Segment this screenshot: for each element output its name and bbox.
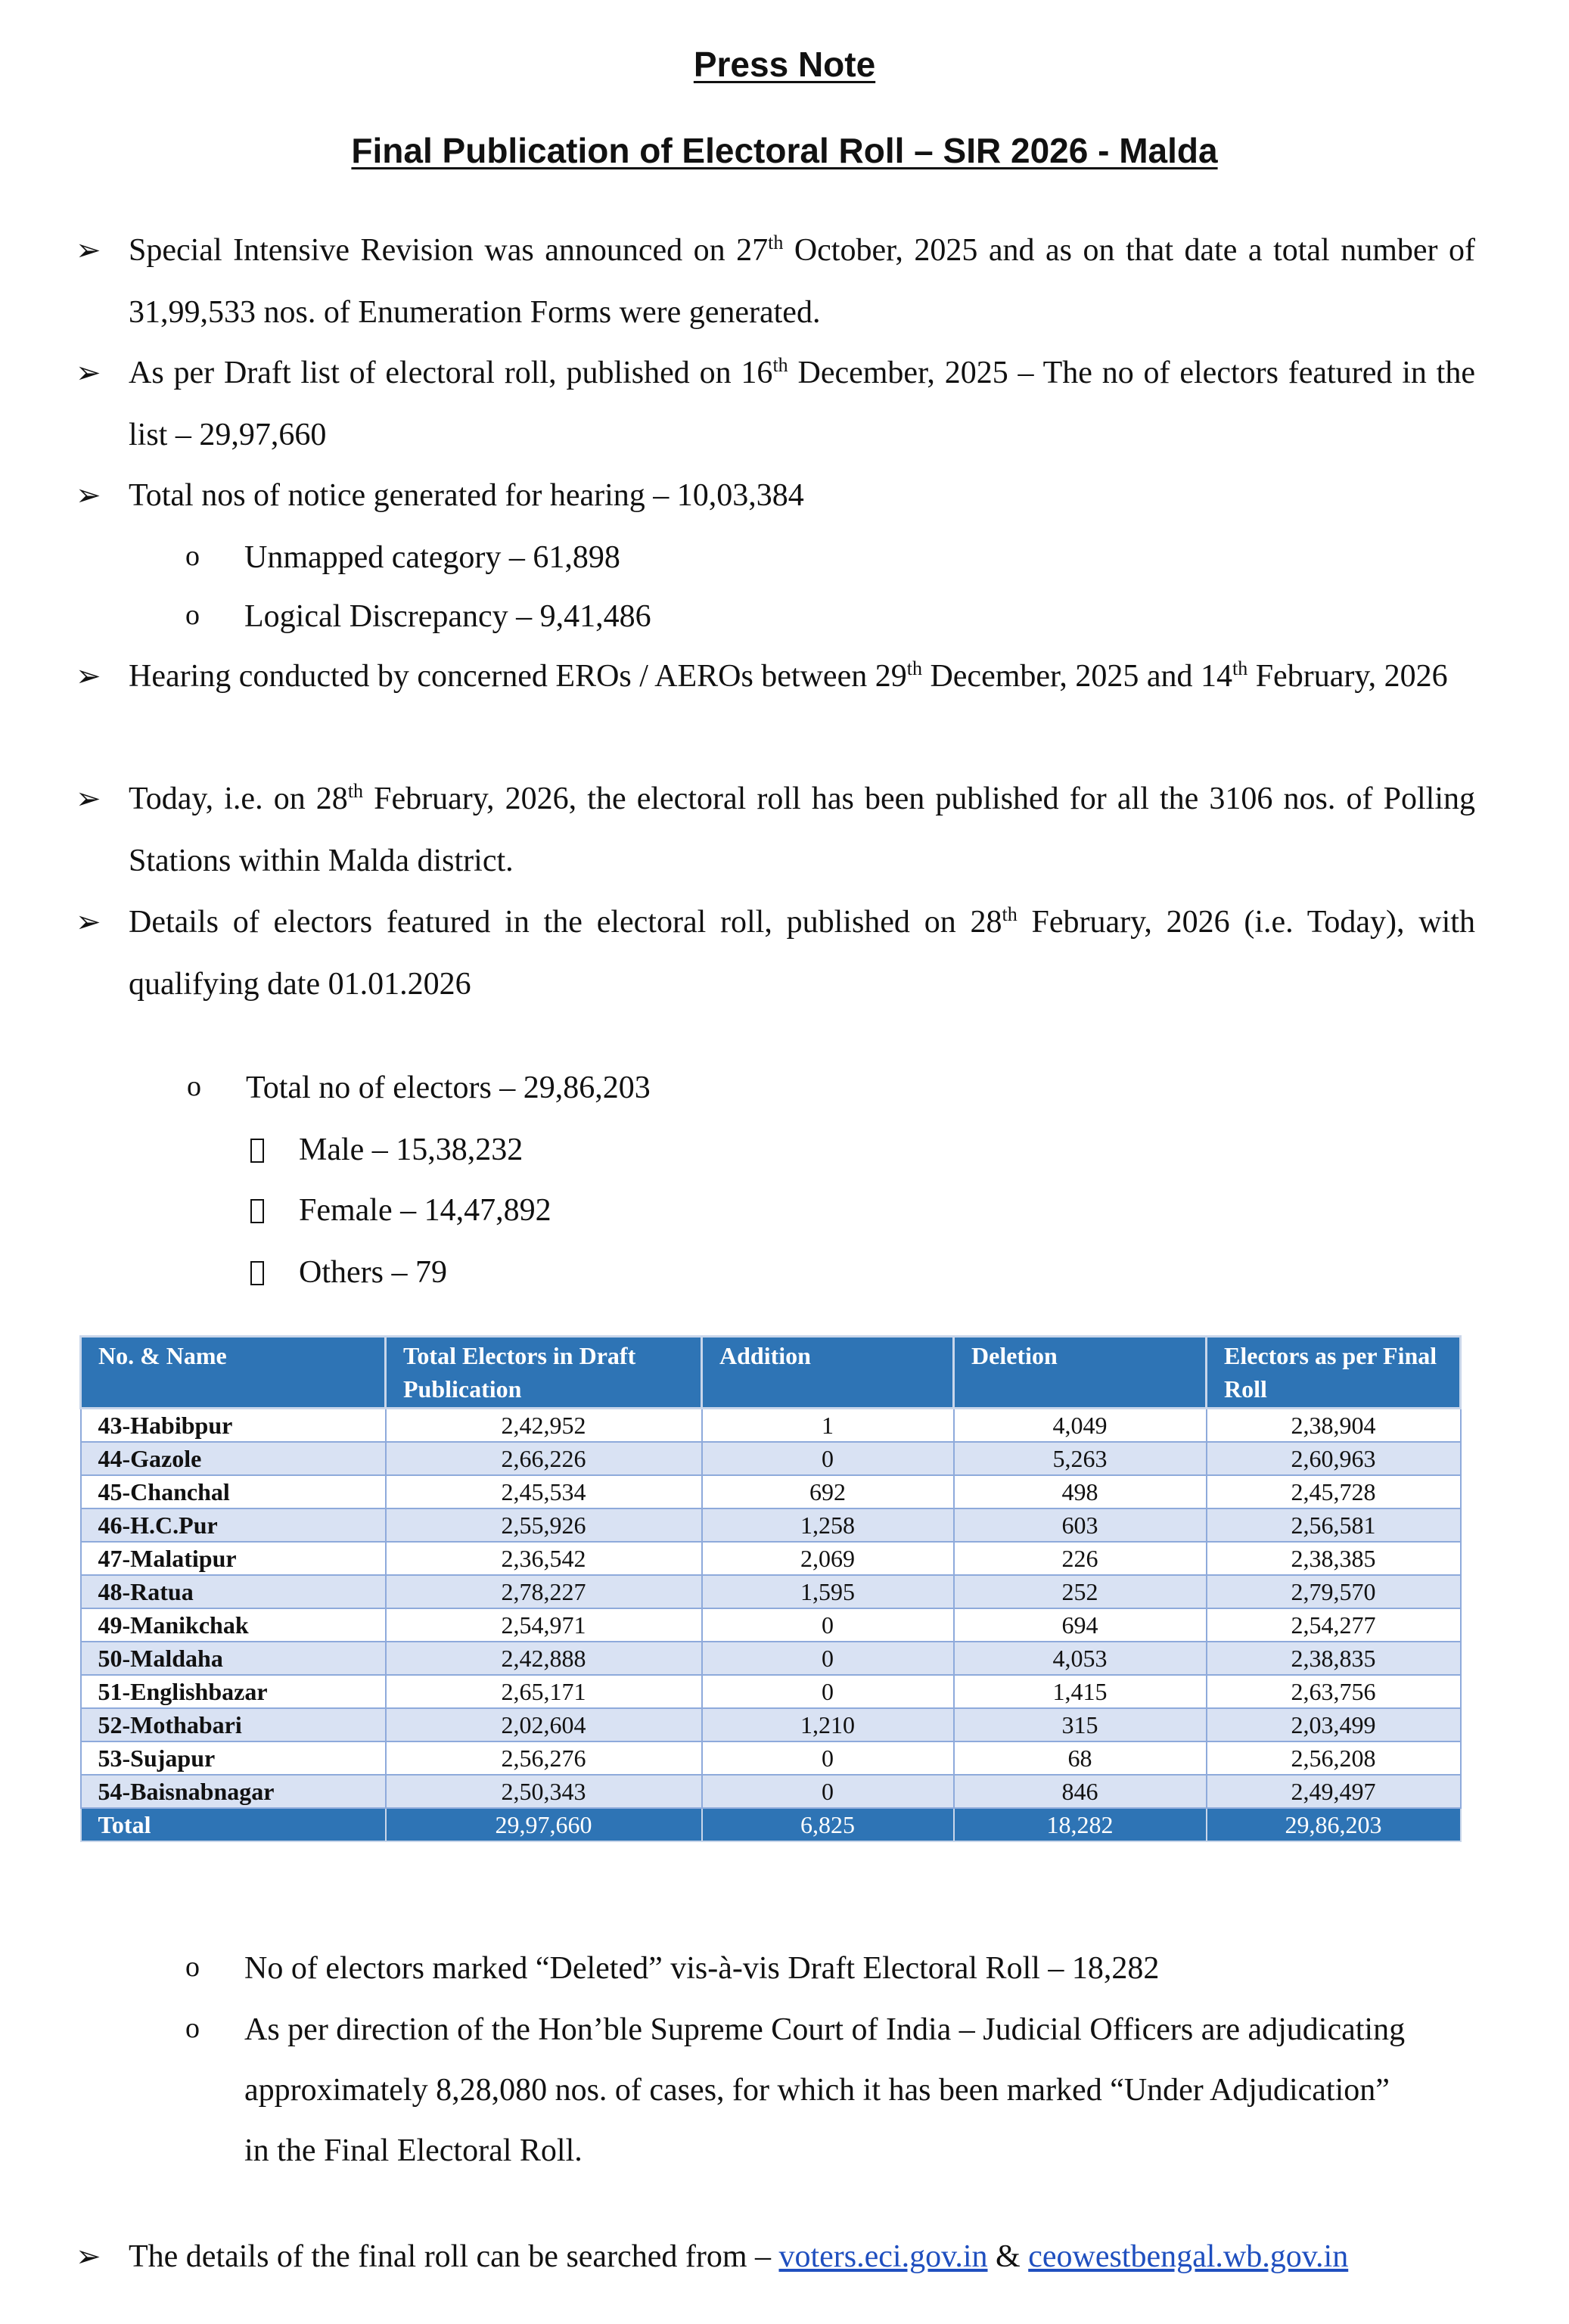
table-total-row: Total 29,97,660 6,825 18,282 29,86,203 [81, 1808, 1461, 1841]
point-hearing: ➢ Hearing conducted by concerned EROs / AEROs between 29th December, 2025 and 14th February, 2026 [129, 645, 1475, 707]
table-row: 49-Manikchak 2,54,971 0 694 2,54,277 [81, 1608, 1461, 1642]
arrow-bullet-icon: ➢ [76, 2239, 101, 2273]
point-notices: ➢ Total nos of notice generated for hearing – 10,03,384 [129, 464, 1475, 527]
point-publication: ➢ Today, i.e. on 28th February, 2026, the electoral roll has been published for all the 3106 nos. of Polling Stations within Malda district. [129, 768, 1475, 892]
deleted-electors-note: o No of electors marked “Deleted” vis-à-vis Draft Electoral Roll – 18,282 [244, 1938, 1159, 1999]
arrow-bullet-icon: ➢ [76, 905, 101, 939]
table-row: 45-Chanchal 2,45,534 692 498 2,45,728 [81, 1475, 1461, 1508]
table-row: 43-Habibpur 2,42,952 1 4,049 2,38,904 [81, 1409, 1461, 1443]
point-draft-list: ➢ As per Draft list of electoral roll, published on 16th December, 2025 – The no of electors featured in the list – 29,97,660 [129, 342, 1475, 466]
table-header-row [81, 1337, 1461, 1409]
female-electors: Female – 14,47,892 [299, 1180, 551, 1241]
table-row: 47-Malatipur 2,36,542 2,069 226 2,38,385 [81, 1542, 1461, 1575]
point-elector-details: ➢ Details of electors featured in the electoral roll, published on 28th February, 2026 (i.e. Today), with qualifying date 01.01.2026 [129, 891, 1475, 1015]
table-row: 51-Englishbazar 2,65,171 0 1,415 2,63,756 [81, 1675, 1461, 1708]
table-row: 53-Sujapur 2,56,276 0 68 2,56,208 [81, 1741, 1461, 1775]
square-bullet-icon [250, 1139, 264, 1163]
arrow-bullet-icon: ➢ [76, 478, 101, 512]
other-electors: Others – 79 [299, 1242, 447, 1303]
arrow-bullet-icon: ➢ [76, 659, 101, 693]
table-row: 46-H.C.Pur 2,55,926 1,258 603 2,56,581 [81, 1508, 1461, 1542]
page-title: Press Note [693, 45, 876, 84]
circle-bullet-icon: o [185, 2012, 200, 2044]
electors-table [79, 1335, 1462, 1842]
arrow-bullet-icon: ➢ [76, 233, 101, 267]
circle-bullet-icon: o [185, 599, 200, 631]
sub-logical-discrepancy: o Logical Discrepancy – 9,41,486 [244, 586, 651, 647]
square-bullet-icon [250, 1261, 264, 1285]
table-row: 48-Ratua 2,78,227 1,595 252 2,79,570 [81, 1575, 1461, 1608]
point-search-links: ➢ The details of the final roll can be searched from – voters.eci.gov.in & ceowestbengal.wb.gov.in [129, 2226, 1521, 2288]
col-header-deletion: Deletion [954, 1337, 1207, 1409]
arrow-bullet-icon: ➢ [76, 781, 101, 816]
page-subtitle: Final Publication of Electoral Roll – SIR 2026 - Malda [351, 131, 1218, 170]
ceo-west-bengal-link[interactable]: ceowestbengal.wb.gov.in [1028, 2239, 1349, 2274]
col-header-draft: Total Electors in Draft Publication [386, 1337, 702, 1409]
table-row: 52-Mothabari 2,02,604 1,210 315 2,03,499 [81, 1708, 1461, 1741]
table-row: 50-Maldaha 2,42,888 0 4,053 2,38,835 [81, 1642, 1461, 1675]
circle-bullet-icon: o [185, 1951, 200, 1983]
sub-unmapped: o Unmapped category – 61,898 [244, 527, 620, 588]
circle-bullet-icon: o [185, 540, 200, 572]
adjudication-note: o As per direction of the Hon’ble Supreme Court of India – Judicial Officers are adjudicating approximately 8,28,080 nos. of cases, for which it has been marked “Under Adjudication” in the Final Electoral Roll. [244, 1999, 1409, 2181]
total-electors: o Total no of electors – 29,86,203 [246, 1058, 651, 1118]
table-row: 44-Gazole 2,66,226 0 5,263 2,60,963 [81, 1442, 1461, 1475]
table-row: 54-Baisnabnagar 2,50,343 0 846 2,49,497 [81, 1775, 1461, 1808]
col-header-addition: Addition [702, 1337, 954, 1409]
point-announcement: ➢ Special Intensive Revision was announced on 27th October, 2025 and as on that date a total number of 31,99,533 nos. of Enumeration Forms were generated. [129, 219, 1475, 343]
circle-bullet-icon: o [187, 1070, 201, 1102]
arrow-bullet-icon: ➢ [76, 356, 101, 390]
col-header-final: Electors as per Final Roll [1207, 1337, 1461, 1409]
col-header-name: No. & Name [81, 1337, 386, 1409]
voters-eci-link[interactable]: voters.eci.gov.in [778, 2239, 988, 2274]
male-electors: Male – 15,38,232 [299, 1120, 523, 1180]
square-bullet-icon [250, 1199, 264, 1223]
